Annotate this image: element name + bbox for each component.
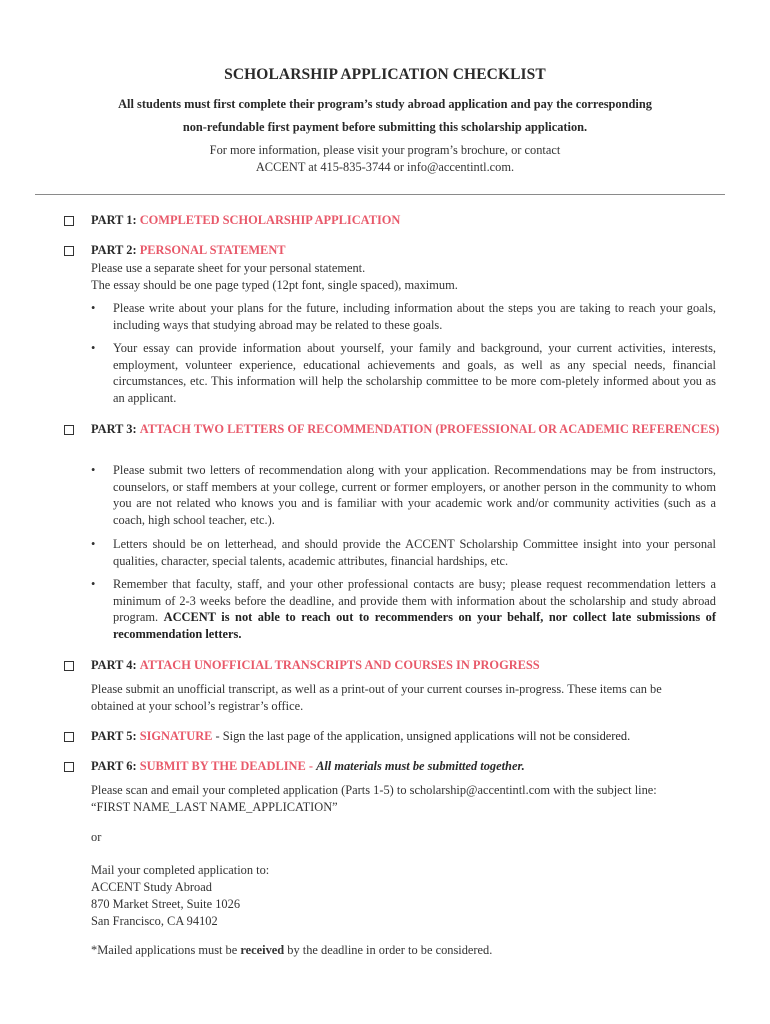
part3-bullet-1-text: Please submit two letters of recommendation along with your application. Recommendations may be from instructors, counselors, or staff members at your college, current or former employers, or another person in the community to whom you are not related who knows you and is familiar with your academic work and/or community activities (such as a coach, high school teacher, etc.). bbox=[113, 463, 716, 527]
note-pre: *Mailed applications must be bbox=[91, 943, 241, 957]
part2-bullet-2-text: Your essay can provide information about yourself, your family and background, your current activities, interests, employment, volunteer experience, educational achievements and goals, as well as any special needs, financial circumstances, etc. This information will help the scholarship committee to be more com-pletely informed about you as an applicant. bbox=[113, 341, 716, 405]
part3-bullet-3 bbox=[91, 576, 716, 642]
address-line-3: San Francisco, CA 94102 bbox=[91, 914, 218, 928]
part2-instruction-1: Please use a separate sheet for your personal statement. bbox=[91, 261, 366, 275]
part5-heading bbox=[91, 728, 721, 745]
part3-checkbox[interactable] bbox=[64, 425, 74, 435]
part5-label: PART 5: bbox=[91, 729, 137, 743]
address-line-2: 870 Market Street, Suite 1026 bbox=[91, 897, 241, 911]
page-title: SCHOLARSHIP APPLICATION CHECKLIST bbox=[224, 66, 546, 83]
note-post: by the deadline in order to be considered. bbox=[284, 943, 493, 957]
part3-bullet-3-emphasis: ACCENT is not able to reach out to recommenders on your behalf, nor collect late submissions of recommendation letters. bbox=[113, 610, 716, 641]
intro-requirement-line-1: All students must first complete their program’s study abroad application and pay the corresponding bbox=[118, 97, 652, 111]
intro-contact-line-1: For more information, please visit your program’s brochure, or contact bbox=[209, 143, 561, 157]
part4-checkbox[interactable] bbox=[64, 661, 74, 671]
part3-bullet-2-text: Letters should be on letterhead, and should provide the ACCENT Scholarship Committee insight into your personal qualities, character, special talents, academic attributes, financial hardships, etc. bbox=[113, 537, 716, 568]
part5-checkbox[interactable] bbox=[64, 732, 74, 742]
part1-label: PART 1: bbox=[91, 213, 137, 227]
part6-email-subject: “FIRST NAME_LAST NAME_APPLICATION” bbox=[91, 800, 338, 814]
part6-mail-intro: Mail your completed application to: bbox=[91, 863, 270, 877]
note-bold: received bbox=[240, 943, 285, 957]
part2-heading bbox=[91, 242, 721, 259]
part6-emphasis: All materials must be submitted together. bbox=[316, 759, 525, 773]
part3-bullet-3-body: Remember that faculty, staff, and your other professional contacts are busy; please request recommendation letters a minimum of 2-3 weeks before the deadline, and provide them with information about the scholarship and study abroad program. bbox=[113, 577, 716, 625]
part2-title: PERSONAL STATEMENT bbox=[139, 243, 286, 257]
part1-checkbox[interactable] bbox=[64, 216, 74, 226]
part2-instruction-2: The essay should be one page typed (12pt font, single spaced), maximum. bbox=[91, 278, 458, 292]
part5-title: SIGNATURE bbox=[139, 729, 213, 743]
bullet-dot: • bbox=[91, 577, 96, 591]
part5-instruction: - Sign the last page of the application, unsigned applications will not be considered. bbox=[212, 729, 631, 743]
bullet-dot: • bbox=[91, 537, 96, 551]
part2-bullet-2 bbox=[91, 340, 716, 406]
part3-heading bbox=[91, 421, 721, 438]
part3-bullet-2 bbox=[91, 536, 716, 569]
part6-or: or bbox=[91, 830, 102, 844]
part1-title: COMPLETED SCHOLARSHIP APPLICATION bbox=[139, 213, 401, 227]
part6-checkbox[interactable] bbox=[64, 762, 74, 772]
part4-label: PART 4: bbox=[91, 658, 137, 672]
part4-title: ATTACH UNOFFICIAL TRANSCRIPTS AND COURSES IN PROGRESS bbox=[139, 658, 540, 672]
part2-label: PART 2: bbox=[91, 243, 137, 257]
part3-bullet-1 bbox=[91, 462, 716, 528]
address-line-1: ACCENT Study Abroad bbox=[91, 880, 212, 894]
part2-checkbox[interactable] bbox=[64, 246, 74, 256]
header-divider bbox=[35, 194, 725, 195]
part4-instruction-1: Please submit an unofficial transcript, as well as a print-out of your current courses in-progress. These items can be bbox=[91, 682, 662, 696]
part1-heading bbox=[91, 212, 721, 229]
bullet-dot: • bbox=[91, 341, 96, 355]
part4-heading bbox=[91, 657, 721, 674]
mail-deadline-note bbox=[91, 942, 716, 959]
part2-bullet-1-text: Please write about your plans for the future, including information about the steps you are taking to reach your goals, including ways that studying abroad may be related to these goals. bbox=[113, 301, 716, 332]
part6-heading bbox=[91, 758, 721, 775]
part6-email-line-1: Please scan and email your completed application (Parts 1-5) to scholarship@accentintl.com with the subject line: bbox=[91, 783, 657, 797]
part6-title: SUBMIT BY THE DEADLINE - bbox=[139, 759, 313, 773]
part3-label: PART 3: bbox=[91, 422, 137, 436]
part3-title: ATTACH TWO LETTERS OF RECOMMENDATION (PROFESSIONAL OR ACADEMIC REFERENCES) bbox=[139, 422, 720, 436]
intro-requirement-line-2: non-refundable first payment before submitting this scholarship application. bbox=[182, 120, 588, 134]
part3-bullet-3-text bbox=[113, 576, 716, 642]
part6-label: PART 6: bbox=[91, 759, 137, 773]
bullet-dot: • bbox=[91, 301, 96, 315]
part2-bullet-1 bbox=[91, 300, 716, 333]
intro-contact-line-2: ACCENT at 415-835-3744 or info@accentintl.com. bbox=[255, 160, 515, 174]
bullet-dot: • bbox=[91, 463, 96, 477]
part4-instruction-2: obtained at your school’s registrar’s office. bbox=[91, 699, 304, 713]
